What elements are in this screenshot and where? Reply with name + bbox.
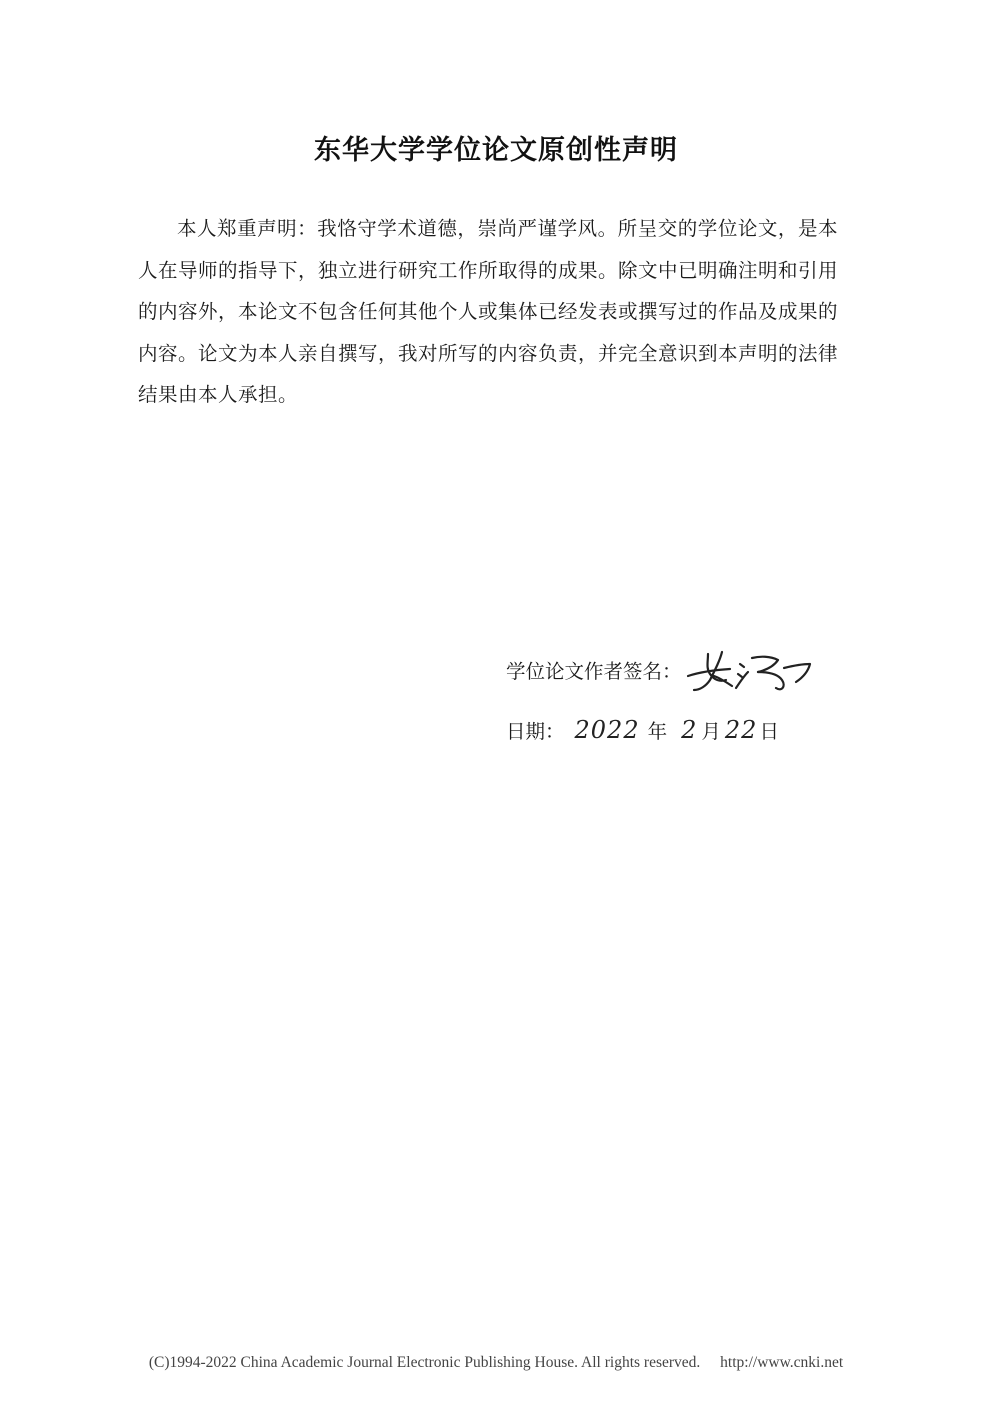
date-year: 2022 xyxy=(574,716,640,744)
date-month-unit: 月 xyxy=(701,720,721,743)
date-day-unit: 日 xyxy=(759,720,779,743)
signature-line xyxy=(506,650,816,690)
date-month: 2 xyxy=(681,716,698,744)
date-label: 日期： xyxy=(506,720,565,743)
signature-label: 学位论文作者签名： xyxy=(506,660,682,683)
declaration-paragraph: 本人郑重声明：我恪守学术道德，崇尚严谨学风。所呈交的学位论文，是本人在导师的指导下，独立进行研究工作所取得的成果。除文中已明确注明和引用的内容外，本论文不包含任何其他个人或集体已经发表或撰写过的作品及成果的内容。论文为本人亲自撰写，我对所写的内容负责，并完全意识到本声明的法律结果由本人承担。 xyxy=(138,217,839,406)
cnki-url: http://www.cnki.net xyxy=(720,1354,844,1371)
handwritten-signature xyxy=(686,646,816,694)
copyright-text: (C)1994-2022 China Academic Journal Electronic Publishing House. All rights reserved. xyxy=(148,1354,701,1371)
page-title: 东华大学学位论文原创性声明 xyxy=(314,135,678,166)
date-day: 22 xyxy=(724,716,758,744)
copyright-footer xyxy=(0,1354,992,1372)
date-line xyxy=(506,710,779,750)
date-year-unit: 年 xyxy=(647,720,668,743)
